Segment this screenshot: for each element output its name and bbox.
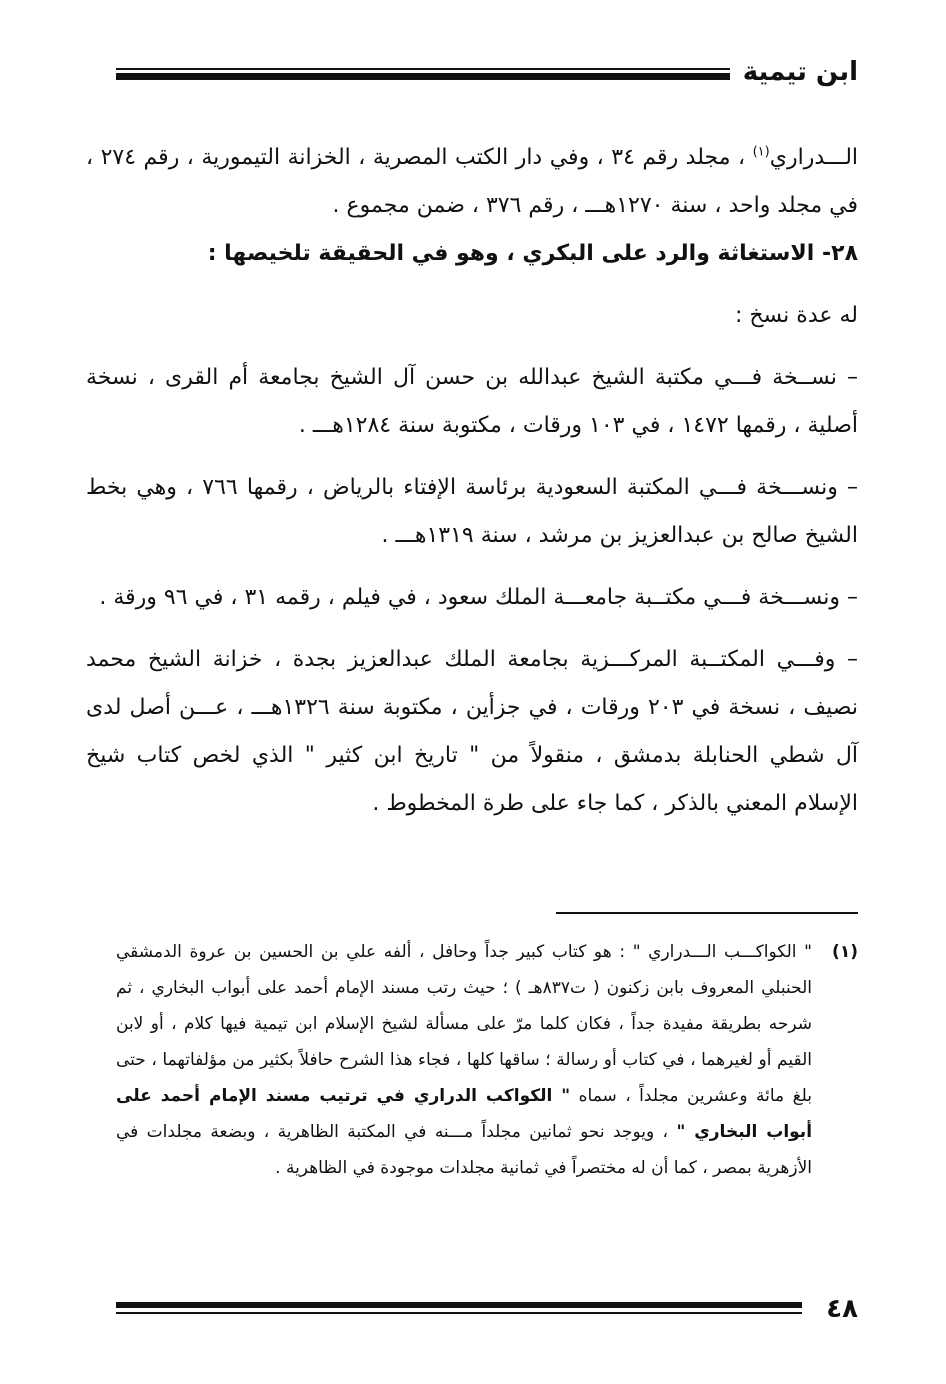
copy-entry-2: – ونســـخة فـــي المكتبة السعودية برئاسة الإفتاء بالرياض ، رقمها ٧٦٦ ، وهي بخط الشيخ صالح بن عبدالعزيز بن مرشد ، سنة ١٣١٩هـــ . (86, 475, 858, 548)
header-rule-thin (116, 68, 730, 70)
footnote-text-part-b: ، ويوجد نحو ثمانين مجلداً مـــنه في المكتبة الظاهرية ، وبضعة مجلدات في الأزهرية بمصر ، كما أن له مختصراً في ثمانية مجلدات موجودة في الظاهرية . (116, 1122, 812, 1178)
footnote-book-title: " الكواكب الدراري في ترتيب مسند الإمام أحمد على أبواب البخاري " (116, 1086, 813, 1142)
header-rule-thick (116, 73, 730, 80)
footnote-text (116, 934, 812, 1186)
running-header (116, 52, 858, 92)
footer-rule-thick (116, 1302, 802, 1308)
footnote (116, 934, 858, 1186)
copies-intro: له عدة نسخ : (734, 303, 858, 328)
footnote-text-part-a: " الكواكـــب الـــدراري " : هو كتاب كبير جداً وحافل ، ألفه علي بن الحسين بن عروة الدمشقي الحنبلي المعروف بابن زكنون ( ت٨٣٧هـ ) ؛ حيث رتب مسند الإمام أحمد على أبواب البخاري ، ثم شرحه بطريقة مفيدة جداً ، فكان كلما مرّ على مسألة لشيخ الإسلام ابن تيمية فيها كلام ، أو لابن القيم أو لغيرهما ، في كتاب أو رسالة ؛ ساقها كلها ، فجاء هذا الشرح حافلاً بكثير من مؤلفاتهما ، حتى بلغ مائة وعشرين مجلداً ، سماه (116, 942, 813, 1106)
copy-entry-3: – ونســـخة فـــي مكتــبة جامعـــة الملك سعود ، في فيلم ، رقمه ٣١ ، في ٩٦ ورقة . (99, 585, 858, 610)
page-footer (116, 1294, 858, 1324)
paragraph-continuation (86, 134, 858, 230)
item-heading-28: ٢٨- الاستغاثة والرد على البكري ، وهو في الحقيقة تلخيصها : (207, 241, 858, 266)
footnote-marker: (١) (832, 942, 858, 962)
body-text (86, 134, 858, 828)
page-number: ٤٨ (826, 1294, 858, 1324)
copy-entry-4: – وفـــي المكتــبة المركـــزية بجامعة الملك عبدالعزيز بجدة ، خزانة الشيخ محمد نصيف ، نسخة في ٢٠٣ ورقات ، في جزأين ، مكتوبة سنة ١٣٢٦هـــ ، عـــن أصل لدى آل شطي الحنابلة بدمشق ، منقولاً من " تاريخ ابن كثير " الذي لخص كتاب شيخ الإسلام المعني بالذكر ، كما جاء على طرة المخطوط . (86, 647, 858, 816)
header-rule (116, 68, 730, 82)
copy-entry-1: – نســخة فـــي مكتبة الشيخ عبدالله بن حسن آل الشيخ بجامعة أم القرى ، نسخة أصلية ، رقمها ١٤٧٢ ، في ١٠٣ ورقات ، مكتوبة سنة ١٢٨٤هـــ . (86, 365, 858, 438)
footer-rule (116, 1302, 802, 1316)
paragraph-rest: ، مجلد رقم ٣٤ ، وفي دار الكتب المصرية ، الخزانة التيمورية ، رقم ٢٧٤ ، في مجلد واحد ، سنة ١٢٧٠هـــ ، رقم ٣٧٦ ، ضمن مجموع . (86, 145, 858, 218)
header-title: ابن تيمية (742, 57, 858, 87)
footnote-reference: (١) (752, 144, 770, 160)
paragraph-lead: الـــدراري (769, 145, 859, 170)
footnote-separator (556, 912, 858, 914)
footer-rule-thin (116, 1312, 802, 1314)
